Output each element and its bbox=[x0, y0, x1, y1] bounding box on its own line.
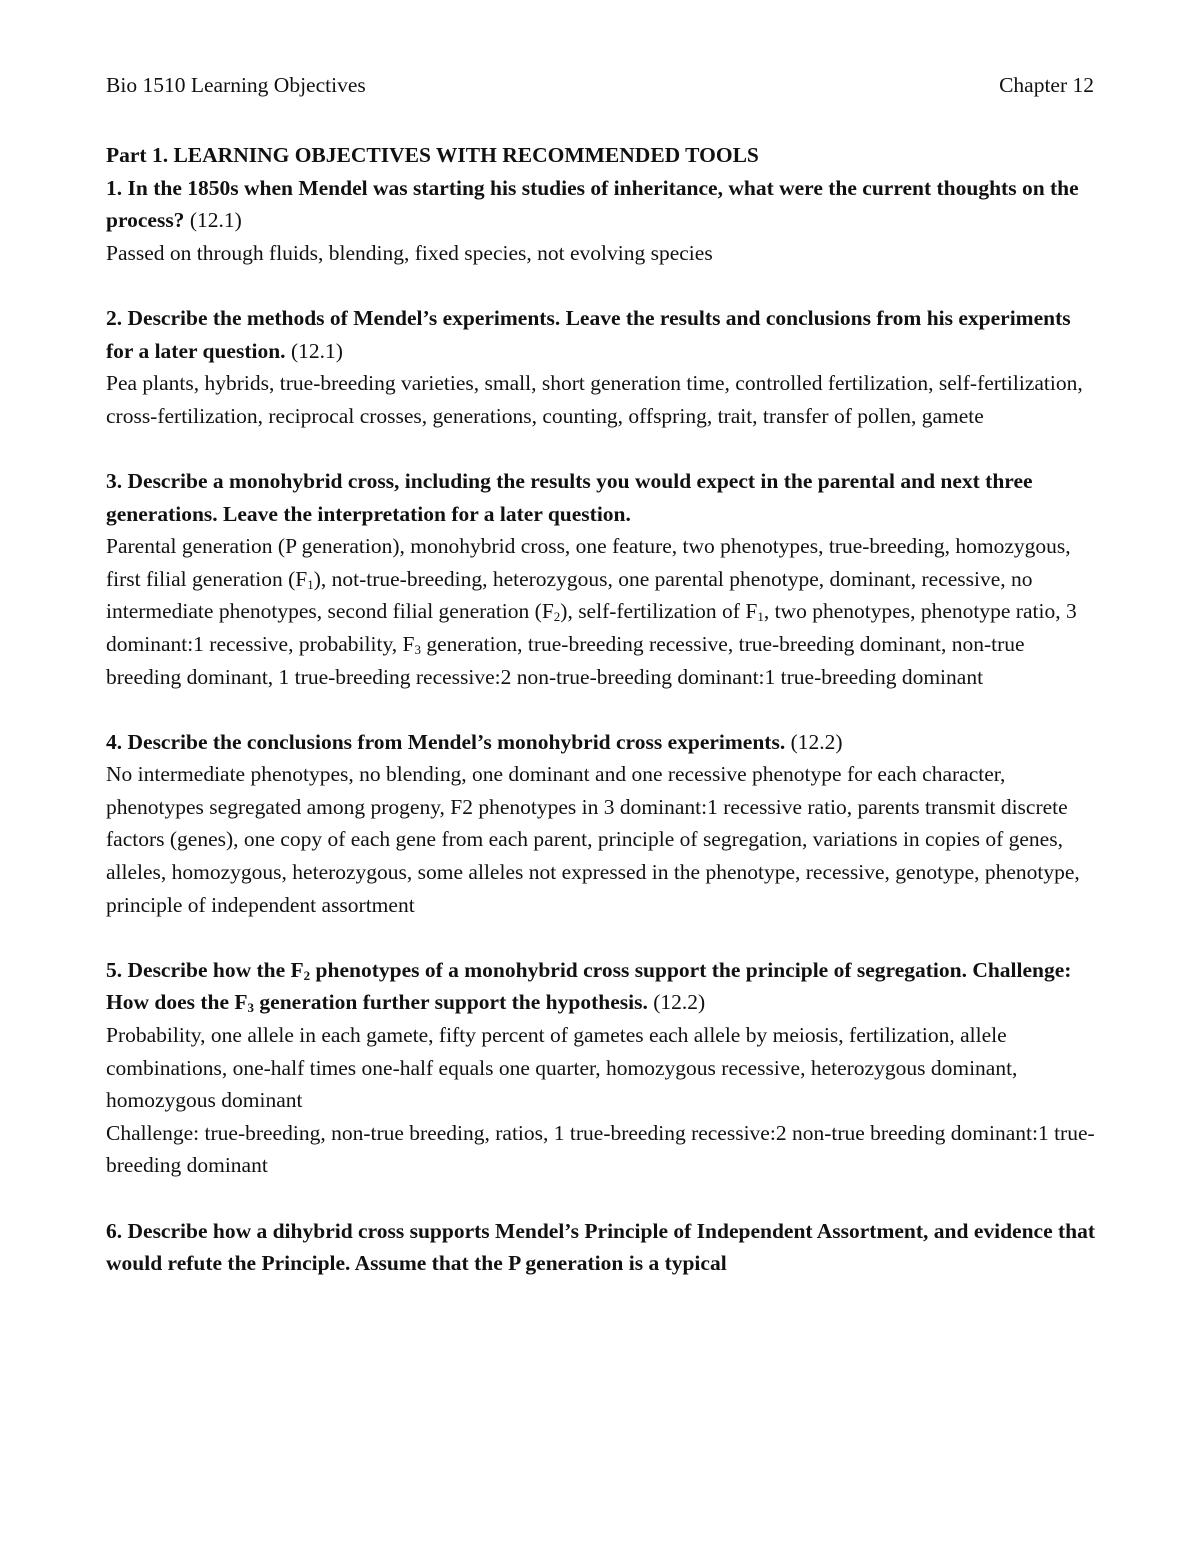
objective-1 bbox=[106, 172, 1096, 270]
running-header bbox=[106, 70, 1094, 104]
answer-text: ), not-true-breeding, heterozygous, one parental phenotype, dominant, recessive, no intermediate phenotypes, second filial generation (F bbox=[106, 566, 1033, 624]
question-fragment: 5. Describe how the F bbox=[106, 957, 304, 982]
question-text: 6. Describe how a dihybrid cross supports Mendel’s Principle of Independent Assortment, and evidence that would refute the Principle. Assume that the P generation is a typical bbox=[106, 1218, 1096, 1276]
question-text: 3. Describe a monohybrid cross, including the results you would expect in the parental and next three generations. Leave the interpretation for a later question. bbox=[106, 468, 1033, 526]
answer-text: generation, true-breeding recessive, true-breeding dominant, non-true breeding dominant, 1 true-breeding recessive:2 non-true-breeding dominant:1 true-breeding dominant bbox=[106, 631, 1025, 689]
question-fragment: generation further support the hypothesis. bbox=[254, 990, 648, 1015]
section-ref: (12.1) bbox=[285, 338, 343, 363]
part-title: Part 1. LEARNING OBJECTIVES WITH RECOMMENDED TOOLS bbox=[106, 143, 759, 167]
answer-text: , two phenotypes, phenotype ratio, 3 dominant:1 recessive, probability, F bbox=[106, 599, 1077, 656]
objective-answer: Probability, one allele in each gamete, fifty percent of gametes each allele by meiosis, fertilization, allele combinations, one-half times one-half equals one quarter, homozygous recessive, heterozygous dominant, homozygous dominant bbox=[106, 1023, 1018, 1113]
objective-question bbox=[106, 172, 1096, 237]
objective-5 bbox=[106, 954, 1096, 1182]
subscript: 2 bbox=[553, 609, 561, 625]
subscript: 2 bbox=[303, 967, 311, 983]
objective-question bbox=[106, 302, 1096, 367]
question-text: 1. In the 1850s when Mendel was starting his studies of inheritance, what were the current thoughts on the process? bbox=[106, 175, 1079, 233]
section-ref: (12.2) bbox=[647, 990, 706, 1015]
objective-question bbox=[106, 726, 1096, 759]
objective-answer: Passed on through fluids, blending, fixed species, not evolving species bbox=[106, 240, 713, 265]
subscript: 1 bbox=[307, 576, 314, 592]
section-ref: (12.1) bbox=[184, 208, 242, 233]
objective-4 bbox=[106, 726, 1096, 922]
objective-3 bbox=[106, 465, 1096, 693]
document-body bbox=[106, 139, 1096, 1312]
answer-text: Parental generation (P generation), monohybrid cross, one feature, two phenotypes, true-breeding, homozygous, first filial generation (F bbox=[106, 534, 1071, 591]
objective-question bbox=[106, 954, 1096, 1019]
answer-text: ), self-fertilization of F bbox=[560, 599, 758, 624]
question-text: 4. Describe the conclusions from Mendel’s monohybrid cross experiments. bbox=[106, 729, 786, 754]
objective-question bbox=[106, 465, 1096, 530]
objective-2 bbox=[106, 302, 1096, 432]
header-chapter: Chapter 12 bbox=[999, 73, 1094, 97]
subscript: 3 bbox=[414, 641, 422, 657]
subscript: 3 bbox=[247, 1000, 255, 1016]
objective-6 bbox=[106, 1215, 1096, 1280]
question-text bbox=[106, 958, 1071, 1015]
objective-question bbox=[106, 1215, 1096, 1280]
objective-challenge-answer: Challenge: true-breeding, non-true breeding, ratios, 1 true-breeding recessive:2 non-true breeding dominant:1 true-breeding dominant bbox=[106, 1120, 1095, 1178]
subscript: 1 bbox=[757, 609, 764, 625]
objective-answer: No intermediate phenotypes, no blending, one dominant and one recessive phenotype for each character, phenotypes segregated among progeny, F2 phenotypes in 3 dominant:1 recessive ratio, parents transmit discrete factors (genes), one copy of each gene from each parent, principle of segregation, variations in copies of genes, alleles, homozygous, heterozygous, some alleles not expressed in the phenotype, recessive, genotype, phenotype, principle of independent assortment bbox=[106, 762, 1080, 917]
objective-answer: Pea plants, hybrids, true-breeding varieties, small, short generation time, controlled fertilization, self-fertilization, cross-fertilization, reciprocal crosses, generations, counting, offspring, trait, transfer of pollen, gamete bbox=[106, 371, 1083, 428]
question-fragment: phenotypes of a monohybrid cross support the principle of segregation. Challenge: How does the F bbox=[106, 957, 1072, 1015]
objective-answer bbox=[106, 530, 1096, 693]
section-ref: (12.2) bbox=[785, 729, 843, 754]
header-course-title: Bio 1510 Learning Objectives bbox=[106, 73, 366, 97]
question-text: 2. Describe the methods of Mendel’s experiments. Leave the results and conclusions from his experiments for a later question. bbox=[106, 305, 1071, 363]
